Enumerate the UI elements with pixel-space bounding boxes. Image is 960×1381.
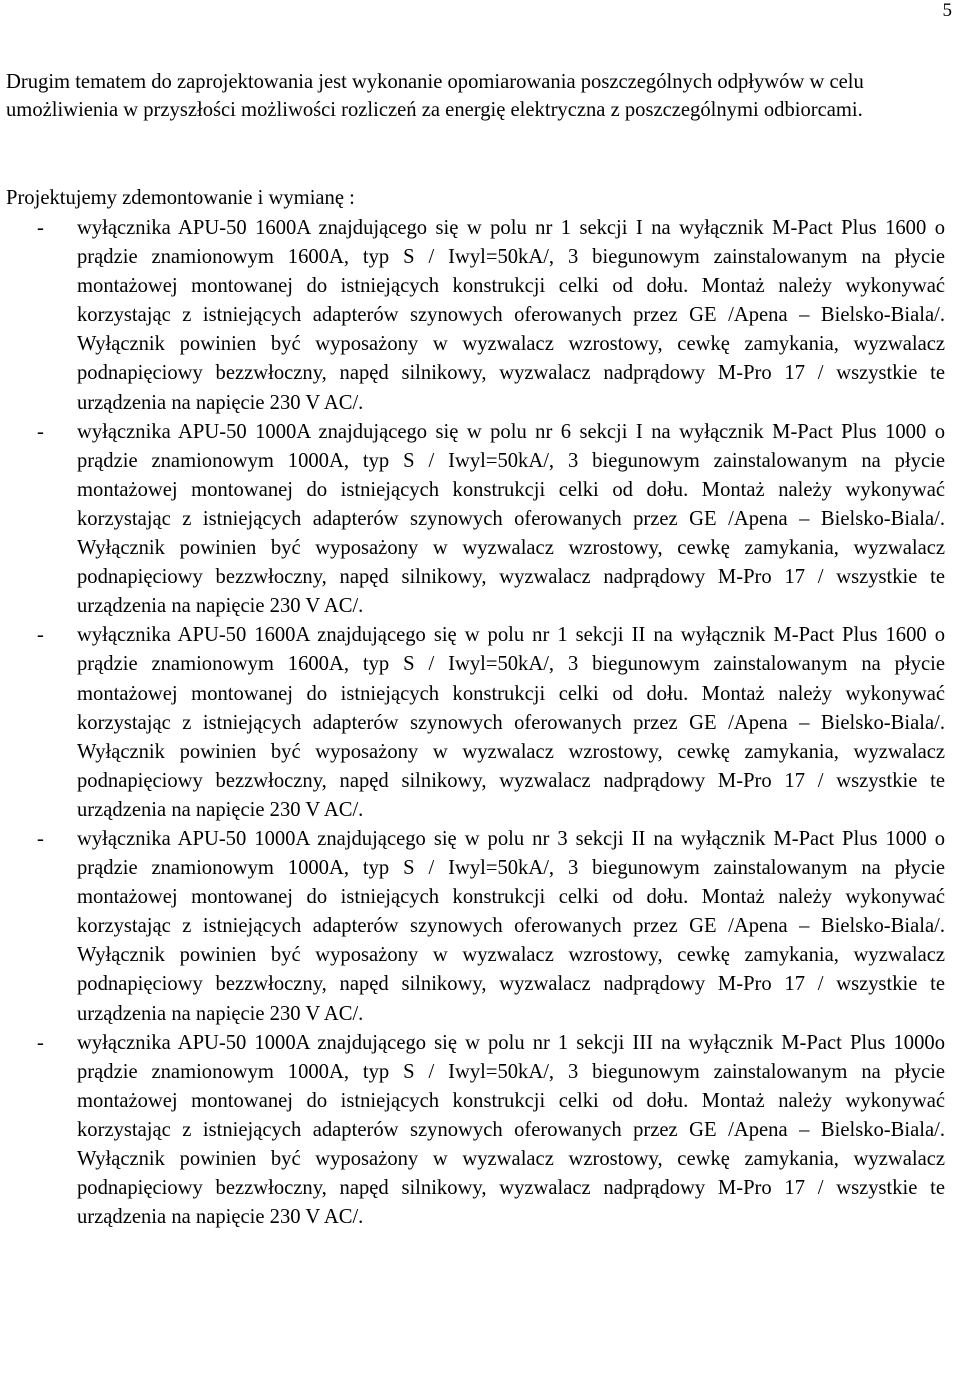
replacement-list bbox=[0, 214, 960, 1232]
list-lead-paragraph: Projektujemy zdemontowanie i wymianę : bbox=[6, 187, 355, 209]
list-item-text: wyłącznika APU-50 1000A znajdującego się w polu nr 1 sekcji III na wyłącznik M-Pact Plus 1000o prądzie znamionowym 1000A, typ S / Iwyl=50kA/, 3 biegunowym zainstalowanym na płycie montażowej montowanej do istniejących konstrukcji celki od dołu. Montaż należy wykonywać korzystając z istniejących adapterów szynowych oferowanych przez GE /Apena – Bielsko-Biala/. Wyłącznik powinien być wyposażony w wyzwalacz wzrostowy, cewkę zamykania, wyzwalacz podnapięciowy bezzwłoczny, napęd silnikowy, wyzwalacz nadprądowy M-Pro 17 / wszystkie te urządzenia na napięcie 230 V AC/. bbox=[77, 1031, 945, 1229]
page-number: 5 bbox=[942, 0, 952, 21]
intro-paragraph: Drugim tematem do zaprojektowania jest wykonanie opomiarowania poszczególnych odpływów w celu umożliwienia w przyszłości możliwości rozliczeń za energię elektryczna z poszczególnymi odbiorcami. bbox=[6, 71, 864, 121]
list-item-text: wyłącznika APU-50 1000A znajdującego się w polu nr 3 sekcji II na wyłącznik M-Pact Plus 1000 o prądzie znamionowym 1000A, typ S / Iwyl=50kA/, 3 biegunowym zainstalowanym na płycie montażowej montowanej do istniejących konstrukcji celki od dołu. Montaż należy wykonywać korzystając z istniejących adapterów szynowych oferowanych przez GE /Apena – Bielsko-Biala/. Wyłącznik powinien być wyposażony w wyzwalacz wzrostowy, cewkę zamykania, wyzwalacz podnapięciowy bezzwłoczny, napęd silnikowy, wyzwalacz nadprądowy M-Pro 17 / wszystkie te urządzenia na napięcie 230 V AC/. bbox=[77, 827, 945, 1025]
list-dash: - bbox=[37, 1031, 44, 1054]
list-dash: - bbox=[37, 217, 44, 239]
list-item bbox=[0, 825, 960, 1029]
list-dash: - bbox=[37, 624, 44, 647]
list-item bbox=[0, 621, 960, 825]
list-item-text: wyłącznika APU-50 1600A znajdującego się w polu nr 1 sekcji II na wyłącznik M-Pact Plus 1600 o prądzie znamionowym 1600A, typ S / Iwyl=50kA/, 3 biegunowym zainstalowanym na płycie montażowej montowanej do istniejących konstrukcji celki od dołu. Montaż należy wykonywać korzystając z istniejących adapterów szynowych oferowanych przez GE /Apena – Bielsko-Biala/. Wyłącznik powinien być wyposażony w wyzwalacz wzrostowy, cewkę zamykania, wyzwalacz podnapięciowy bezzwłoczny, napęd silnikowy, wyzwalacz nadprądowy M-Pro 17 / wszystkie te urządzenia na napięcie 230 V AC/. bbox=[77, 624, 945, 821]
list-dash: - bbox=[37, 420, 44, 443]
list-dash: - bbox=[37, 827, 44, 850]
list-item bbox=[0, 418, 960, 622]
list-item bbox=[0, 214, 960, 418]
list-item-text: wyłącznika APU-50 1600A znajdującego się w polu nr 1 sekcji I na wyłącznik M-Pact Plus 1600 o prądzie znamionowym 1600A, typ S / Iwyl=50kA/, 3 biegunowym zainstalowanym na płycie montażowej montowanej do istniejących konstrukcji celki od dołu. Montaż należy wykonywać korzystając z istniejących adapterów szynowych oferowanych przez GE /Apena – Bielsko-Biala/. Wyłącznik powinien być wyposażony w wyzwalacz wzrostowy, cewkę zamykania, wyzwalacz podnapięciowy bezzwłoczny, napęd silnikowy, wyzwalacz nadprądowy M-Pro 17 / wszystkie te urządzenia na napięcie 230 V AC/. bbox=[77, 217, 945, 414]
list-item-text: wyłącznika APU-50 1000A znajdującego się w polu nr 6 sekcji I na wyłącznik M-Pact Plus 1000 o prądzie znamionowym 1000A, typ S / Iwyl=50kA/, 3 biegunowym zainstalowanym na płycie montażowej montowanej do istniejących konstrukcji celki od dołu. Montaż należy wykonywać korzystając z istniejących adapterów szynowych oferowanych przez GE /Apena – Bielsko-Biala/. Wyłącznik powinien być wyposażony w wyzwalacz wzrostowy, cewkę zamykania, wyzwalacz podnapięciowy bezzwłoczny, napęd silnikowy, wyzwalacz nadprądowy M-Pro 17 / wszystkie te urządzenia na napięcie 230 V AC/. bbox=[77, 420, 945, 618]
list-item bbox=[0, 1029, 960, 1233]
